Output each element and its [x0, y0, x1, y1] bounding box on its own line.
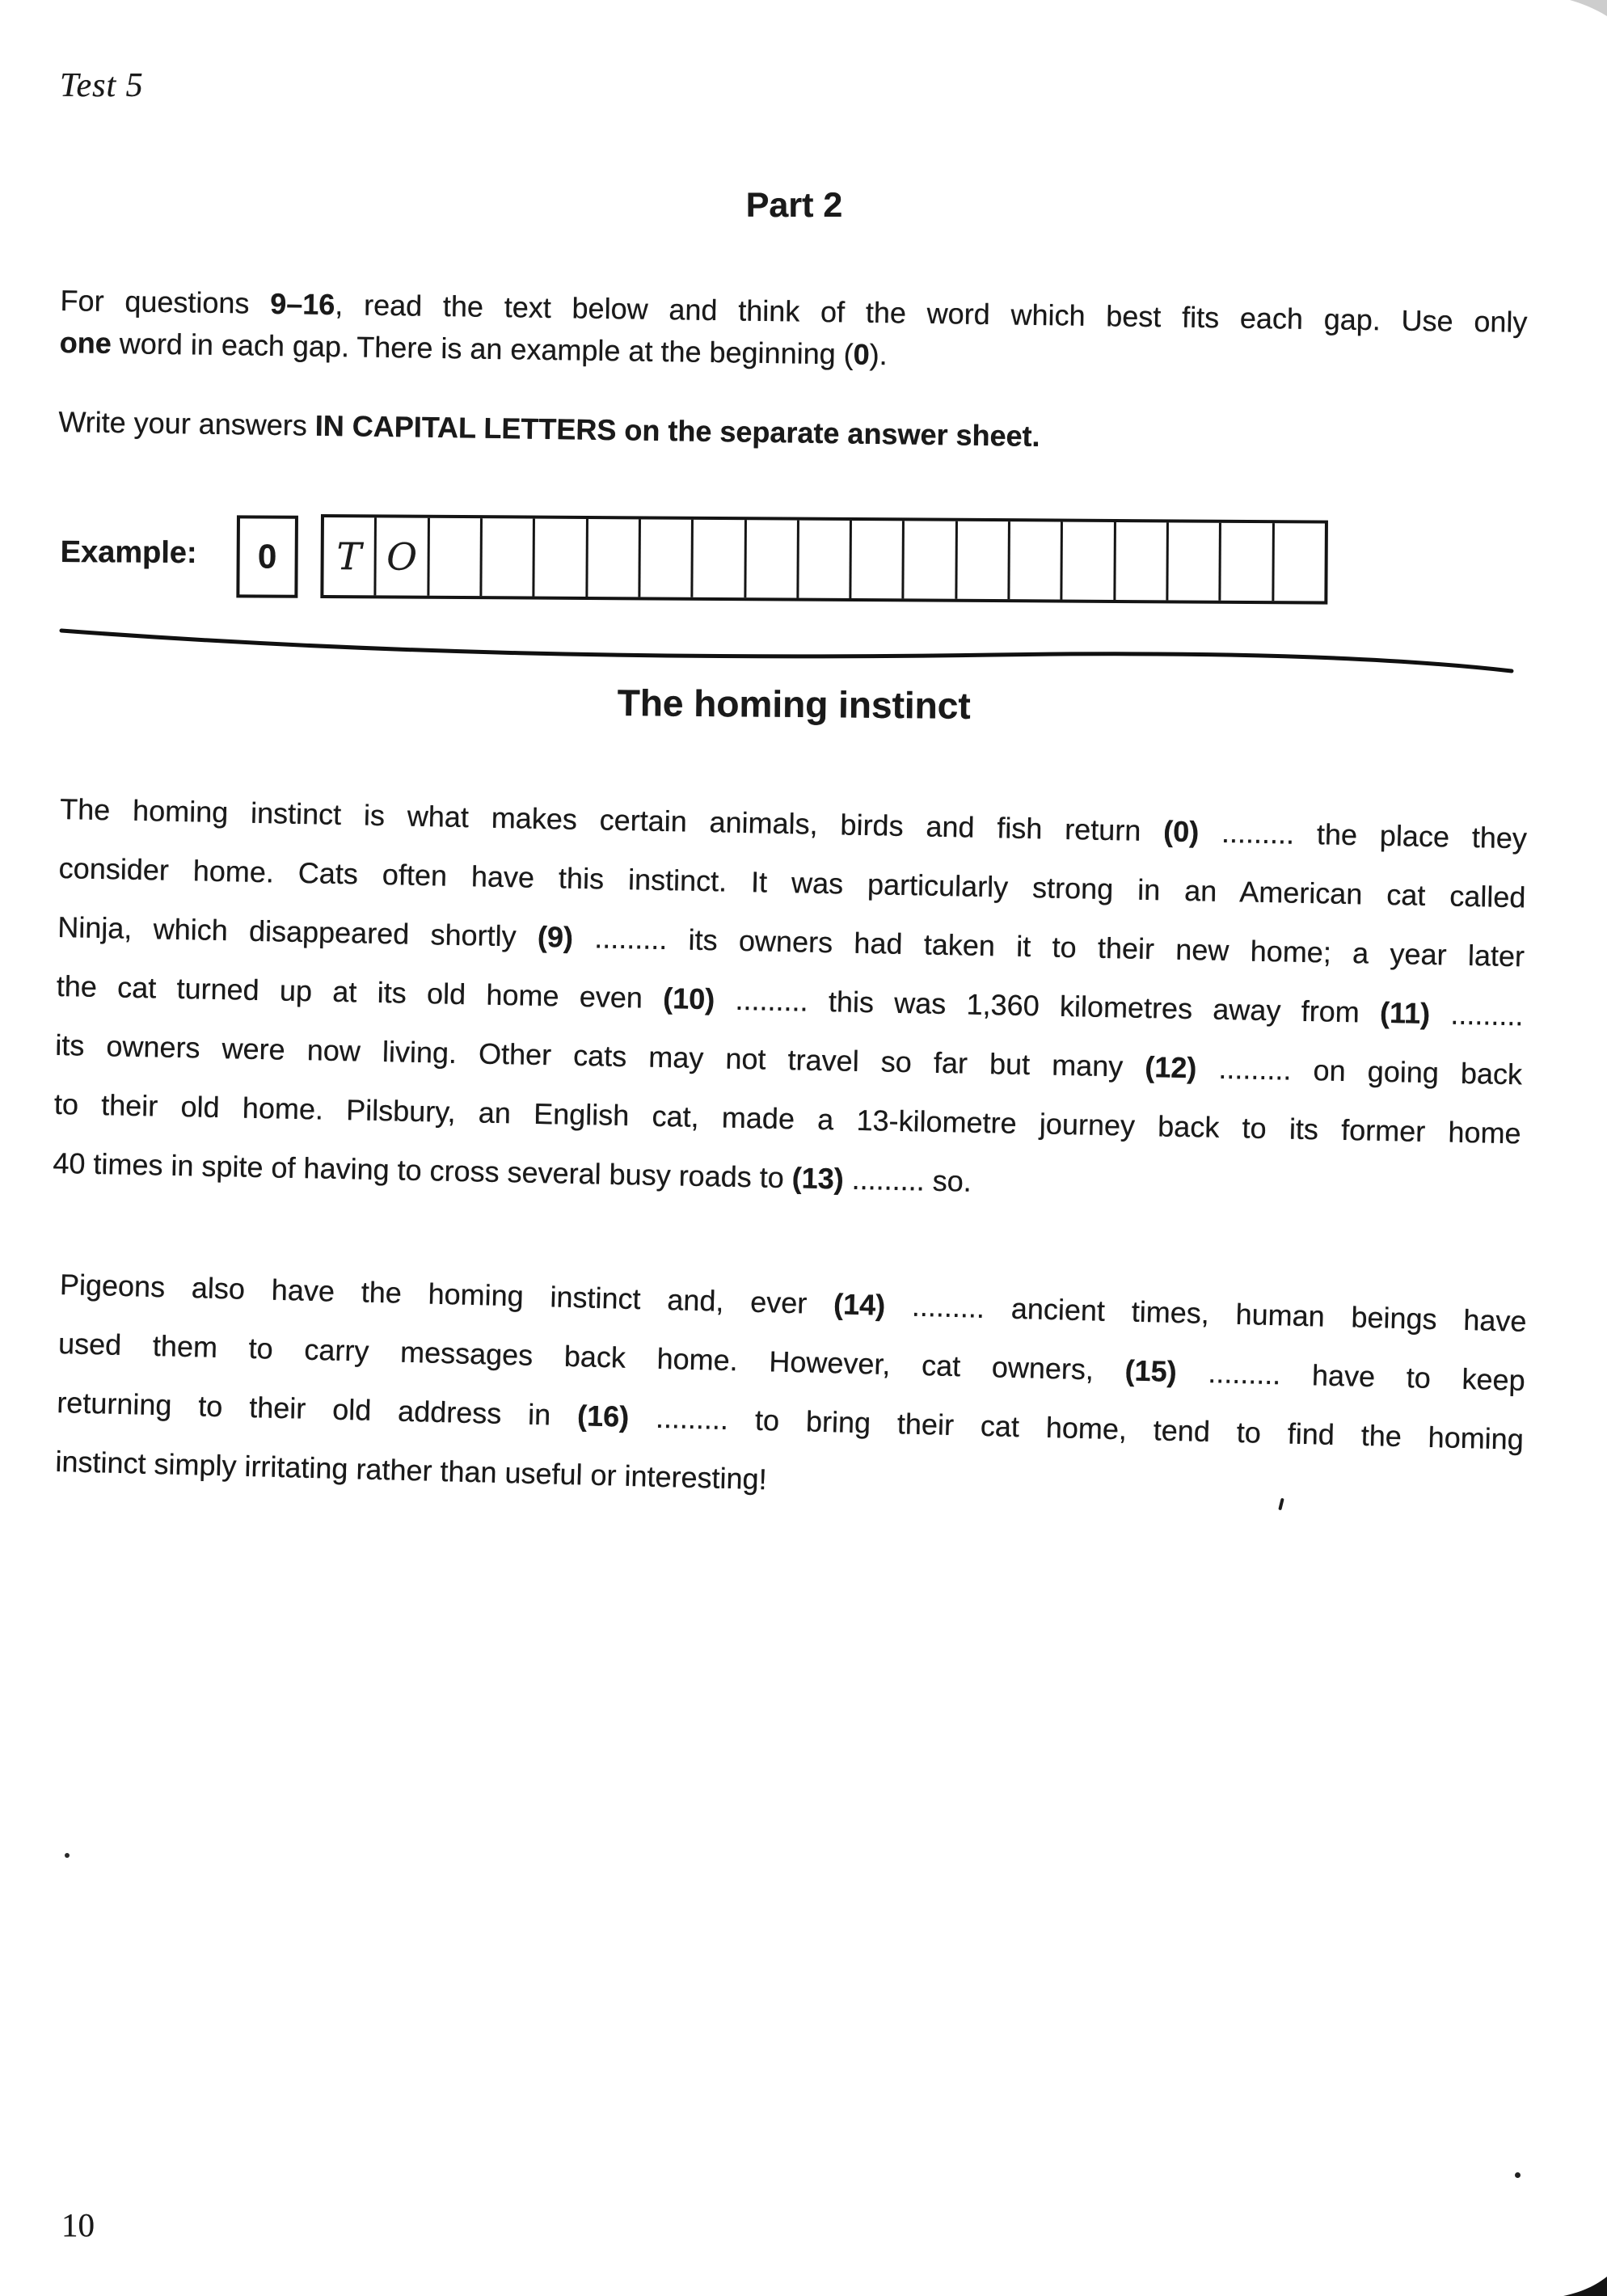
- answer-boxes-strip: [320, 514, 1328, 605]
- answer-cell: [585, 519, 639, 597]
- answer-cell: T: [336, 534, 362, 579]
- passage-line: Pigeons also have the homing instinct and, ever (14) ......... ancient times, human beings have: [59, 1267, 1527, 1338]
- example-label: Example:: [60, 534, 197, 571]
- passage-paragraph-1: [53, 779, 1528, 1222]
- answer-cell: [1272, 523, 1325, 601]
- instructions-line-3: Write your answers IN CAPITAL LETTERS on the separate answer sheet.: [58, 404, 1040, 453]
- passage-line: used them to carry messages back home. However, cat owners, (15) ......... have to keep: [57, 1326, 1526, 1397]
- answer-cell: [479, 518, 533, 596]
- passage-line: the cat turned up at its old home even (10) ......... this was 1,360 kilometres away from (11) .........: [56, 969, 1524, 1032]
- passage-line: 40 times in spite of having to cross several busy roads to (13) ......... so.: [53, 1146, 972, 1198]
- test-header: Test 5: [60, 67, 144, 104]
- answer-cell: [1219, 523, 1272, 601]
- answer-cell: [533, 519, 586, 597]
- passage-title: The homing instinct: [617, 682, 971, 727]
- answer-cell: [1061, 522, 1114, 600]
- answer-cell: [744, 520, 797, 597]
- passage-line: consider home. Cats often have this instinct. It was particularly strong in an American cat called: [58, 850, 1526, 914]
- answer-cell: [638, 519, 691, 597]
- answer-cell: [1113, 522, 1166, 600]
- answer-cell: [1166, 522, 1219, 600]
- passage-line: its owners were now living. Other cats may not travel so far but many (12) ......... on going back: [54, 1028, 1523, 1091]
- answer-cell: [691, 520, 744, 597]
- answer-cell: [427, 518, 480, 596]
- part-title: Part 2: [745, 186, 843, 225]
- scan-stray-dot: [65, 1853, 70, 1858]
- answer-cell: O: [374, 517, 428, 595]
- answer-cell: [955, 521, 1008, 599]
- section-divider-rule: [57, 621, 1520, 682]
- passage-line: returning to their old address in (16) ......... to bring their cat home, tend to find the homing: [56, 1385, 1525, 1456]
- page-corner-shadow-artifact: [1563, 2277, 1607, 2296]
- page-number: 10: [61, 2206, 95, 2243]
- example-answer-row: [60, 513, 1528, 609]
- passage-line: to their old home. Pilsbury, an English cat, made a 13-kilometre journey back to its former home: [53, 1087, 1521, 1150]
- answer-cell: [796, 521, 850, 598]
- instructions-line-2: one word in each gap. There is an example at the beginning (0).: [59, 325, 888, 372]
- passage-paragraph-2: [55, 1255, 1528, 1528]
- passage-line: The homing instinct is what makes certain animals, birds and fish return (0) ......... the place they: [59, 791, 1528, 855]
- answer-cell: [902, 521, 955, 598]
- answer-cell: [849, 521, 902, 598]
- answer-cell: [1007, 521, 1061, 599]
- page-curl-artifact: [1570, 0, 1607, 18]
- example-number-box: 0: [236, 515, 298, 597]
- passage-line: Ninja, which disappeared shortly (9) ......... its owners had taken it to their new home; a year later: [57, 910, 1525, 973]
- scan-stray-dot: [1515, 2172, 1521, 2178]
- instructions-line-1: For questions 9–16, read the text below and think of the word which best fits each gap. Use only: [60, 283, 1528, 339]
- instructions-block: [58, 280, 1528, 465]
- passage-line: instinct simply irritating rather than useful or interesting!: [55, 1444, 768, 1496]
